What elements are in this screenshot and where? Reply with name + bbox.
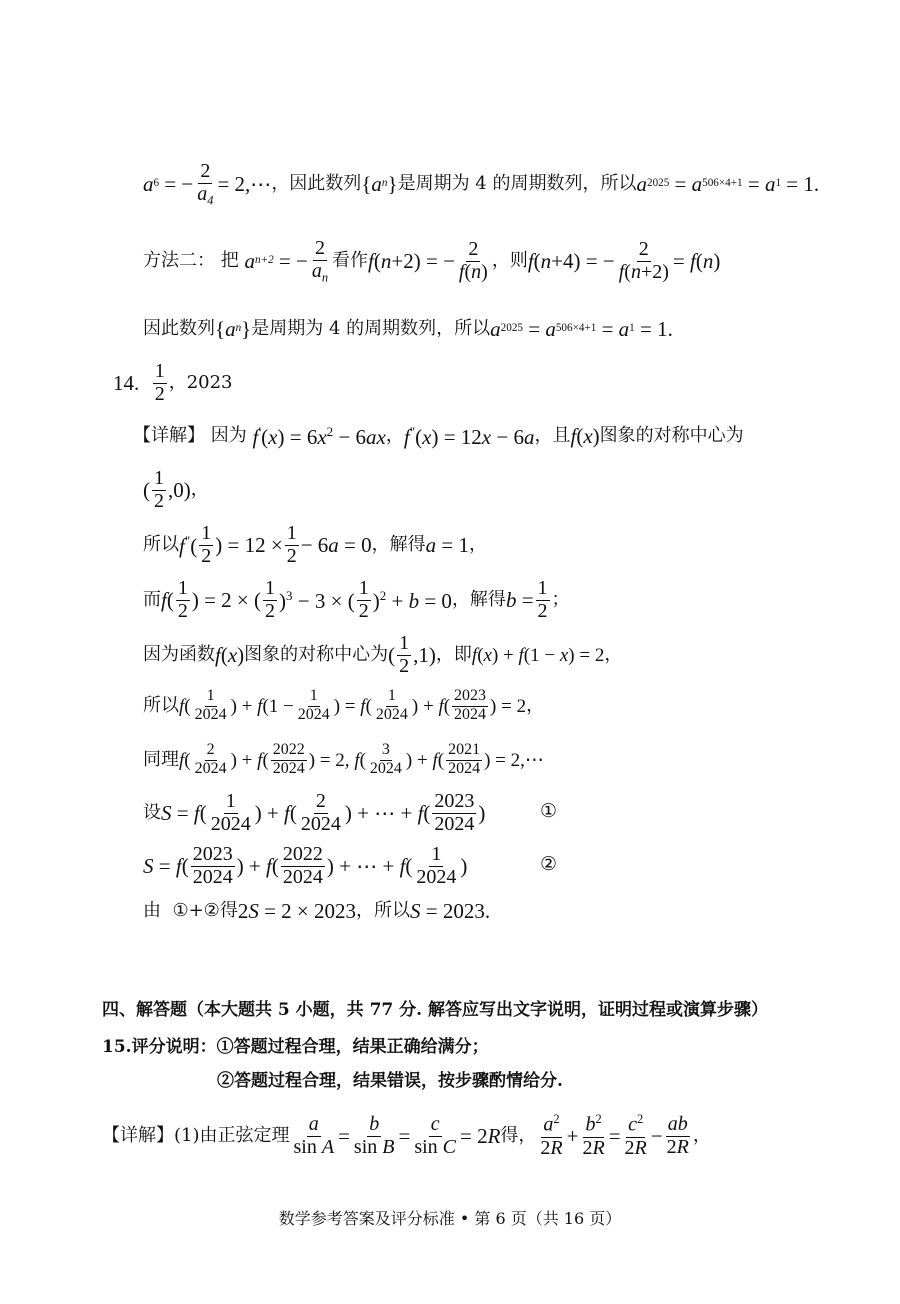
- q14-solve-b: 而 f( 1 2 ) = 2 × ( 1 2 )$^3$ − 3 × ( 1 2 )$^2$ + b = 0 ，解得 b = $\frac{1}{2}$ ；: [143, 577, 570, 622]
- section-four-heading: 四、解答题（本大题共 5 小题，共 77 分. 解答应写出文字说明，证明过程或演算步骤）: [102, 999, 768, 1020]
- line-a6-period: a 6 = − $\frac{2}{a_4}$ = 2,⋯ ，因此数列 { a n } 是周期为 4 的周期数列，所以 a 2025 = a 506×4+1 = a 1 = 1.: [143, 159, 820, 208]
- q14-pair2: 同理 f( 2 2024 ) + f( 2022 2024 ) = 2, f( 3 2024 ) + f( 2021 2024 ) = 2,⋯: [143, 741, 544, 777]
- q15-scoring-2: ②答题过程合理，结果错误，按步骤酌情给分.: [217, 1070, 563, 1091]
- q15-scoring-1: 15.评分说明：①答题过程合理，结果正确给满分；: [102, 1036, 489, 1057]
- q14-conclusion: 由 ①+② 得 2S = 2 × 2023 ，所以 S = 2023.: [143, 898, 491, 923]
- q14-detail-line1: 【详解】 因为 $f'(x) = 6x^2 - 6ax$ ， f″(x) = 12x − 6a ，且 f(x) 图象的对称中心为: [133, 423, 744, 449]
- circle-one-marker: ①: [540, 800, 558, 822]
- q14-solve-a: 所以 f″( 1 2 ) = 12 × $\frac{1}{2}$ − 6a = 0 ，解得 a = 1 ，: [143, 522, 487, 567]
- line-method-two: 方法二： 把 a n+2 = − $\frac{2}{a_n}$ 看作 f(n+2) = − $\frac{2}{f(n)}$ ，则 f(n+4) = − $\frac{2}{f(n+2)}$ = f(n): [143, 236, 721, 285]
- q14-pair1: 所以 f( 1 2024 ) + f(1 − $\frac{1}{2024}$ ) = f( 1 2024 ) + f( 2023 2024 ) = 2 ，: [143, 687, 545, 723]
- circle-two-marker: ②: [540, 853, 558, 875]
- q14-center-point: ( 1 2 ,0) ，: [143, 467, 209, 512]
- line-period-conclusion: 因此数列 { a n } 是周期为 4 的周期数列，所以 a 2025 = a 506×4+1 = a 1 = 1.: [143, 316, 673, 341]
- q14-sum-s2: S = f( 2023 2024 ) + f( 2022 2024 ) + ⋯ + f( 1 2024 ): [143, 843, 468, 888]
- q14-symmetry: 因为函数 f(x) 图象的对称中心为 ( 1 2 ,1) ，即 f(x) + f(1 − x) = 2 ，: [143, 632, 623, 677]
- page-footer: 数学参考答案及评分标准 • 第 6 页（共 16 页）: [278, 1209, 622, 1228]
- q15-detail-line: 【详解】(1)由正弦定理 $\frac{a}{\text{sin A}}$ = $\frac{b}{\text{sin B}}$ = $\frac{c}{\text{sin C}}$ = 2R 得， $a^2$ 2R + $\frac{b^2}{2R}$ = $\frac{c^2}{2R}$ − $\frac{ab}{2R}$ ，: [102, 1112, 711, 1159]
- q14-sum-s1: 设 S = f( 1 2024 ) + f( 2 2024 ) + ⋯ + f( 2023 2024 ): [143, 790, 486, 835]
- q14-answer: 14. 1 2 ，2023: [113, 360, 233, 405]
